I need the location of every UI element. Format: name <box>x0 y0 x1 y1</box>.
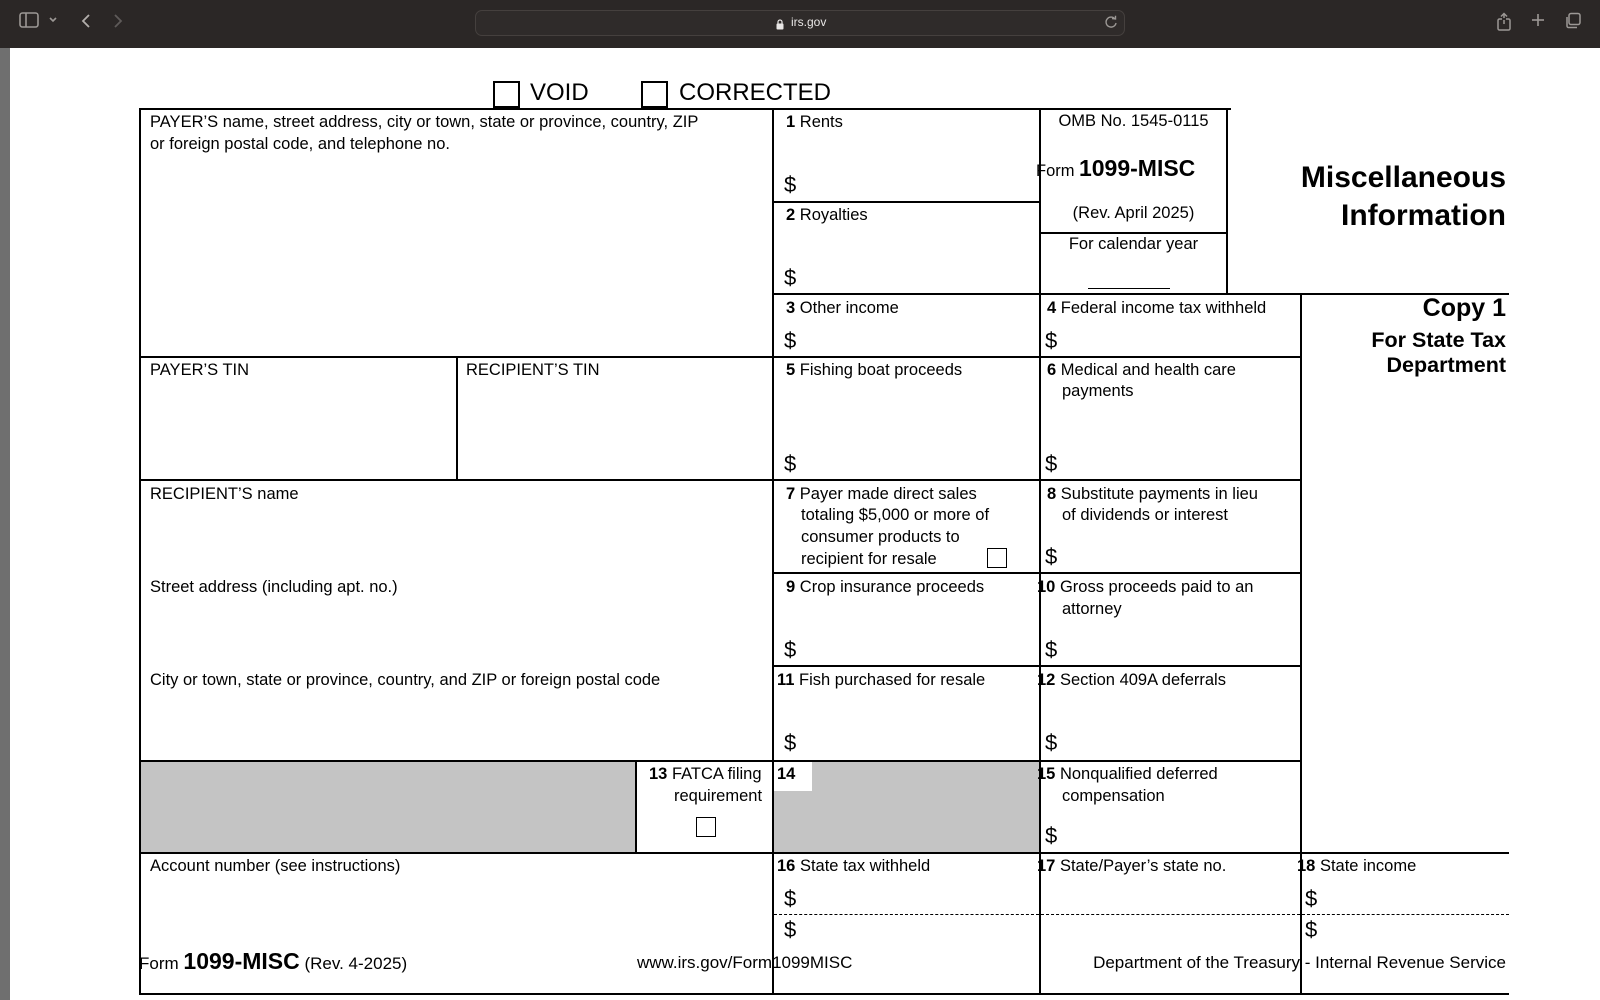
box10-dollar: $ <box>1045 637 1058 662</box>
box4-label: 4 Federal income tax withheld <box>1047 299 1267 317</box>
reload-icon[interactable] <box>1104 15 1118 29</box>
payer-name-label-line2: or foreign postal code, and telephone no. <box>150 135 450 153</box>
v-col3 <box>1300 294 1302 995</box>
address-bar[interactable] <box>475 10 1125 36</box>
box16-dollar-2: $ <box>784 917 797 942</box>
footer-form-name: 1099-MISC <box>183 948 300 974</box>
box13-label-line2: requirement <box>674 787 763 805</box>
box7-label-line3: consumer products to <box>801 528 960 546</box>
copy-for-line1: For State Tax <box>1371 328 1506 352</box>
calendar-year-label: For calendar year <box>1068 235 1199 253</box>
corrected-label: CORRECTED <box>679 79 832 106</box>
box8-label-line2: of dividends or interest <box>1062 506 1229 524</box>
payer-name-label-line1: PAYER’S name, street address, city or town, state or province, country, ZIP <box>150 113 699 131</box>
box10-label: 10 Gross proceeds paid to an <box>1037 578 1254 596</box>
box12-label: 12 Section 409A deferrals <box>1037 671 1226 689</box>
box7-label-line2: totaling $5,000 or more of <box>801 506 990 524</box>
recipient-tin-label: RECIPIENT’S TIN <box>466 361 600 379</box>
dashed-state-line-3 <box>1041 914 1300 915</box>
share-icon[interactable] <box>1494 12 1514 34</box>
lock-icon <box>776 17 784 27</box>
form-name: 1099-MISC <box>1078 155 1196 181</box>
box6-label-line2: payments <box>1062 382 1134 400</box>
sidebar-icon[interactable] <box>18 12 40 34</box>
box13-checkbox[interactable] <box>696 817 716 837</box>
frame-top <box>139 108 1231 110</box>
footer-form-id <box>139 949 407 976</box>
h-668 <box>772 665 1302 667</box>
box16-dollar-1: $ <box>784 886 797 911</box>
box14-label: 14 <box>777 765 796 783</box>
new-tab-icon[interactable] <box>1528 12 1548 34</box>
forward-icon[interactable] <box>110 12 126 34</box>
box1-label: 1 Rents <box>786 113 843 131</box>
corrected-checkbox[interactable] <box>641 81 668 108</box>
box7-label: 7 Payer made direct sales <box>786 485 977 503</box>
box18-dollar-2: $ <box>1305 917 1318 942</box>
box10-label-line2: attorney <box>1062 600 1122 618</box>
footer-url[interactable]: www.irs.gov/Form1099MISC <box>637 953 853 972</box>
v-fatca <box>635 760 637 853</box>
shaded-area-box14 <box>774 761 1039 853</box>
h-482 <box>139 479 1302 481</box>
frame-bottom <box>139 993 1509 995</box>
recipient-name-label: RECIPIENT’S name <box>150 485 299 503</box>
box17-label: 17 State/Payer’s state no. <box>1037 857 1227 875</box>
page-content <box>10 48 1600 1000</box>
tabs-overview-icon[interactable] <box>1563 12 1583 34</box>
box2-label: 2 Royalties <box>786 206 868 224</box>
form-revision: (Rev. April 2025) <box>1072 204 1195 222</box>
box1-dollar: $ <box>784 172 797 197</box>
h-761 <box>139 760 1302 762</box>
calendar-year-blank <box>1088 288 1170 289</box>
copy-label: Copy 1 <box>1422 294 1506 322</box>
dashed-state-line-2 <box>1302 914 1509 915</box>
box5-label: 5 Fishing boat proceeds <box>786 361 963 379</box>
box3-dollar: $ <box>784 328 797 353</box>
frame-left <box>139 108 141 995</box>
payer-tin-label: PAYER’S TIN <box>150 361 250 379</box>
form-id <box>1036 155 1195 182</box>
box5-dollar: $ <box>784 451 797 476</box>
browser-toolbar <box>0 0 1600 48</box>
h-358 <box>139 356 1302 358</box>
box6-dollar: $ <box>1045 451 1058 476</box>
footer-form-rev: (Rev. 4-2025) <box>304 954 408 973</box>
form-title-line2: Information <box>1341 199 1506 232</box>
v-omb-right <box>1226 108 1228 295</box>
box4-dollar: $ <box>1045 328 1058 353</box>
box8-label: 8 Substitute payments in lieu <box>1047 485 1258 503</box>
street-address-label: Street address (including apt. no.) <box>150 578 398 596</box>
void-label: VOID <box>530 79 589 106</box>
back-icon[interactable] <box>78 12 94 34</box>
h-rents <box>772 201 1041 203</box>
box3-label: 3 Other income <box>786 299 899 317</box>
h-854 <box>139 852 1509 854</box>
chevron-down-icon[interactable] <box>46 12 60 34</box>
dashed-state-line-1 <box>774 914 1039 915</box>
box16-label: 16 State tax withheld <box>777 857 931 875</box>
city-label: City or town, state or province, country, and ZIP or foreign postal code <box>150 671 661 689</box>
box18-dollar-1: $ <box>1305 886 1318 911</box>
box7-label-line4: recipient for resale <box>801 550 937 568</box>
v-col1 <box>772 108 774 995</box>
box9-dollar: $ <box>784 637 797 662</box>
form-title-line1: Miscellaneous <box>1300 161 1506 194</box>
footer-department: Department of the Treasury - Internal Revenue Service <box>1093 953 1506 972</box>
box15-label: 15 Nonqualified deferred <box>1037 765 1218 783</box>
box12-dollar: $ <box>1045 730 1058 755</box>
void-checkbox[interactable] <box>493 81 520 108</box>
footer-form-prefix: Form <box>139 954 179 973</box>
copy-for-line2: Department <box>1386 353 1506 377</box>
box11-dollar: $ <box>784 730 797 755</box>
box13-label: 13 FATCA filing <box>649 765 762 783</box>
box15-dollar: $ <box>1045 823 1058 848</box>
box8-dollar: $ <box>1045 544 1058 569</box>
box2-dollar: $ <box>784 265 797 290</box>
url-text: irs.gov <box>791 15 827 29</box>
box11-label: 11 Fish purchased for resale <box>777 671 986 689</box>
box9-label: 9 Crop insurance proceeds <box>786 578 985 596</box>
box15-label-line2: compensation <box>1062 787 1165 805</box>
omb-number: OMB No. 1545-0115 <box>1058 112 1209 130</box>
h-575 <box>772 572 1302 574</box>
box7-checkbox[interactable] <box>987 548 1007 568</box>
shaded-area-left <box>141 761 635 853</box>
box6-label: 6 Medical and health care <box>1047 361 1236 379</box>
form-prefix: Form <box>1036 162 1075 180</box>
box18-label: 18 State income <box>1297 857 1417 875</box>
account-number-label: Account number (see instructions) <box>150 857 401 875</box>
v-tin <box>456 356 458 481</box>
